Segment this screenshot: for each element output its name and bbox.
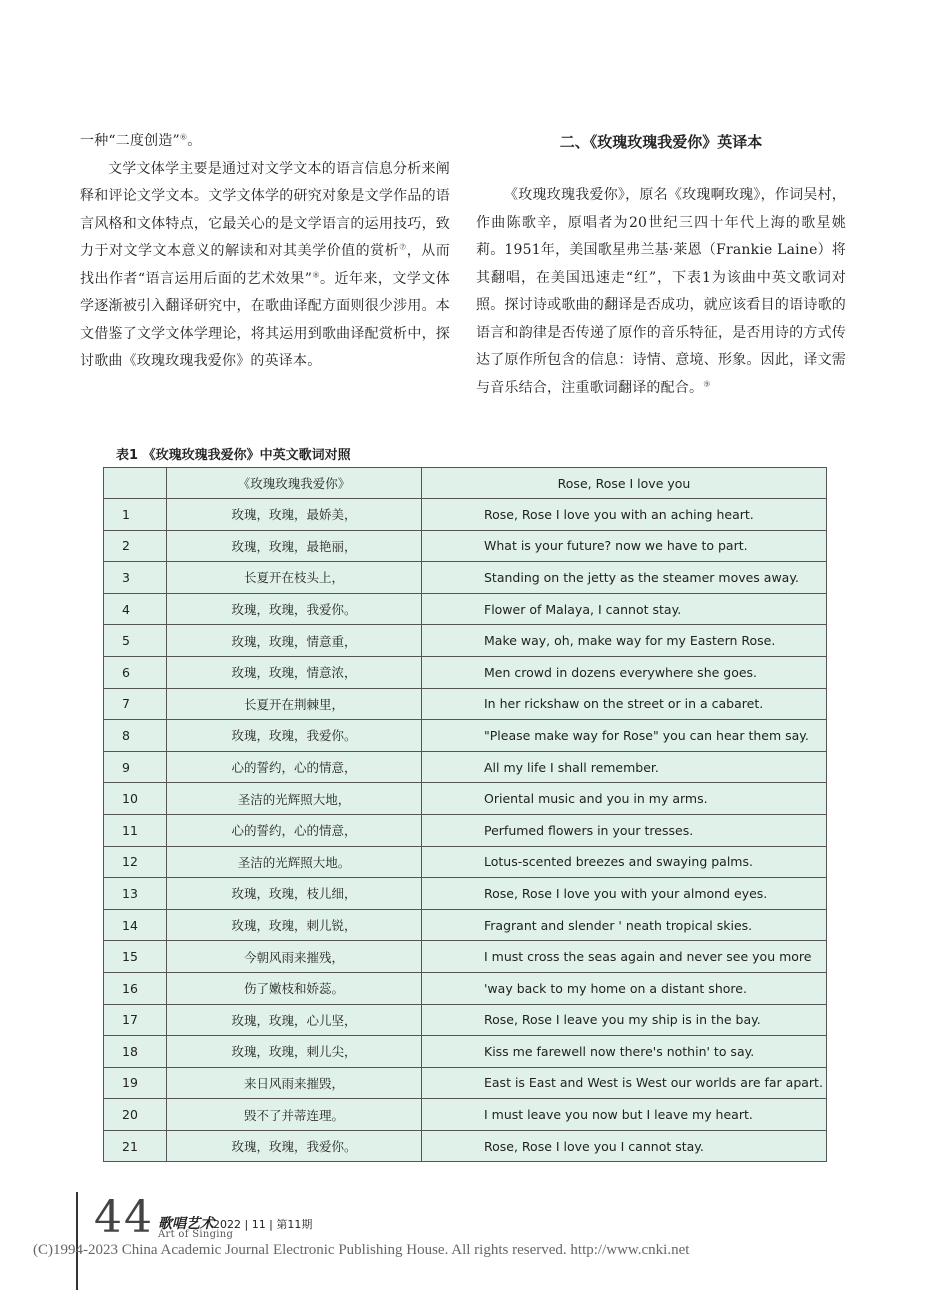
row-number: 21 [104,1130,167,1162]
row-number: 6 [104,656,167,688]
journal-name-en: Art of Singing [158,1229,234,1240]
chinese-lyric: 玫瑰，玫瑰，最娇美， [167,499,422,531]
row-number: 18 [104,1036,167,1068]
chinese-lyric: 玫瑰，玫瑰，刺儿锐， [167,909,422,941]
english-lyric: Rose, Rose I love you I cannot stay. [422,1130,827,1162]
row-number: 8 [104,720,167,752]
lyrics-table [103,467,827,1162]
copyright-line: (C)1994-2023 China Academic Journal Electronic Publishing House. All rights reserved. http://www.cnki.net [33,1242,690,1258]
english-lyric: Rose, Rose I love you with an aching heart. [422,499,827,531]
footnote-ref: ⑦ [399,242,407,252]
chinese-lyric: 玫瑰，玫瑰，我爱你。 [167,593,422,625]
section-heading: 二、《玫瑰玫瑰我爱你》英译本 [559,133,763,151]
left-paragraph-1: 一种“二度创造”⑥。 [80,132,202,149]
footnote-ref: ⑥ [179,132,188,142]
chinese-lyric: 毁不了并蒂连理。 [167,1099,422,1131]
row-number: 17 [104,1004,167,1036]
table-row [104,1004,827,1036]
footnote-ref: ⑧ [312,269,321,279]
footer-divider [76,1192,78,1290]
row-number: 10 [104,783,167,815]
english-lyric: Men crowd in dozens everywhere she goes. [422,656,827,688]
journal-name-cn: 歌唱艺术 [158,1216,214,1232]
table-row [104,1099,827,1131]
lyrics-table-body [104,499,827,1162]
row-number: 11 [104,814,167,846]
table-row [104,814,827,846]
left-paragraph-2: 文学文体学主要是通过对文学文本的语言信息分析来阐释和评论文学文本。文学文体学的研究对象是文学作品的语言风格和文体特点，它最关心的是文学语言的运用技巧，致力于对文学文本意义的解读和对其美学价值的赏析⑦，从而找出作者“语言运用后面的艺术效果”⑧。近年来，文学文体学逐渐被引入翻译研究中，在歌曲译配方面则很少涉用。本文借鉴了文学文体学理论，将其运用到歌曲译配赏析中，探讨歌曲《玫瑰玫瑰我爱你》的英译本。 [80,160,451,369]
english-lyric: Perfumed flowers in your tresses. [422,814,827,846]
table-row [104,783,827,815]
english-lyric: In her rickshaw on the street or in a cabaret. [422,688,827,720]
table-row [104,720,827,752]
row-number: 7 [104,688,167,720]
english-lyric: Flower of Malaya, I cannot stay. [422,593,827,625]
row-number: 5 [104,625,167,657]
row-number: 20 [104,1099,167,1131]
table-row [104,941,827,973]
table-row [104,1067,827,1099]
row-number: 2 [104,530,167,562]
chinese-lyric: 心的誓约，心的情意， [167,814,422,846]
english-lyric: I must leave you now but I leave my heart. [422,1099,827,1131]
table-row [104,688,827,720]
row-number: 12 [104,846,167,878]
table-row [104,499,827,531]
chinese-lyric: 长夏开在枝头上， [167,562,422,594]
table-row [104,878,827,910]
english-lyric: Oriental music and you in my arms. [422,783,827,815]
row-number: 1 [104,499,167,531]
chinese-lyric: 长夏开在荆棘里， [167,688,422,720]
english-lyric: Lotus-scented breezes and swaying palms. [422,846,827,878]
chinese-lyric: 玫瑰，玫瑰，情意重， [167,625,422,657]
english-lyric: 'way back to my home on a distant shore. [422,972,827,1004]
table-row [104,1130,827,1162]
chinese-lyric: 圣洁的光辉照大地， [167,783,422,815]
chinese-lyric: 心的誓约，心的情意， [167,751,422,783]
english-lyric: East is East and West is West our worlds are far apart. [422,1067,827,1099]
table-header-row [104,468,827,499]
journal-issue: 2022 | 11 | 第11期 [213,1218,313,1231]
left-column [80,128,450,376]
table-row [104,562,827,594]
english-lyric: Rose, Rose I leave you my ship is in the bay. [422,1004,827,1036]
table-row [104,972,827,1004]
row-number: 3 [104,562,167,594]
header-number-cell [104,468,167,499]
row-number: 16 [104,972,167,1004]
row-number: 15 [104,941,167,973]
row-number: 14 [104,909,167,941]
chinese-lyric: 圣洁的光辉照大地。 [167,846,422,878]
chinese-lyric: 玫瑰，玫瑰，情意浓， [167,656,422,688]
table-row [104,909,827,941]
english-lyric: Fragrant and slender ' neath tropical skies. [422,909,827,941]
chinese-lyric: 玫瑰，玫瑰，心儿坚， [167,1004,422,1036]
english-lyric: Standing on the jetty as the steamer moves away. [422,562,827,594]
header-chinese-title: 《玫瑰玫瑰我爱你》 [167,468,422,499]
footnote-ref: ⑨ [703,378,711,388]
table-row [104,846,827,878]
english-lyric: What is your future? now we have to part. [422,530,827,562]
page-number: 44 [94,1192,154,1243]
row-number: 9 [104,751,167,783]
english-lyric: Make way, oh, make way for my Eastern Rose. [422,625,827,657]
table-row [104,656,827,688]
chinese-lyric: 伤了嫩枝和娇蕊。 [167,972,422,1004]
chinese-lyric: 来日风雨来摧毁， [167,1067,422,1099]
right-column [476,182,846,402]
table-row [104,1036,827,1068]
chinese-lyric: 玫瑰，玫瑰，最艳丽， [167,530,422,562]
row-number: 4 [104,593,167,625]
right-paragraph: 《玫瑰玫瑰我爱你》，原名《玫瑰啊玫瑰》，作词吴村，作曲陈歌辛，原唱者为20世纪三四十年代上海的歌星姚莉。1951年，美国歌星弗兰基·莱恩（Frankie Laine）将其翻唱，在美国迅速走“红”，下表1为该曲中英文歌词对照。探讨诗或歌曲的翻译是否成功，就应该看目的语诗歌的语言和韵律是否传递了原作的音乐特征，是否用诗的方式传达了原作所包含的信息：诗情、意境、形象。因此，译文需与音乐结合，注重歌词翻译的配合。⑨ [476,187,846,396]
english-lyric: Rose, Rose I love you with your almond eyes. [422,878,827,910]
chinese-lyric: 玫瑰，玫瑰，枝儿细， [167,878,422,910]
table-caption: 表1 《玫瑰玫瑰我爱你》中英文歌词对照 [116,448,351,463]
row-number: 13 [104,878,167,910]
chinese-lyric: 今朝风雨来摧残， [167,941,422,973]
english-lyric: Kiss me farewell now there's nothin' to say. [422,1036,827,1068]
header-english-title: Rose, Rose I love you [422,468,827,499]
row-number: 19 [104,1067,167,1099]
chinese-lyric: 玫瑰，玫瑰，刺儿尖， [167,1036,422,1068]
table-row [104,751,827,783]
table-row [104,625,827,657]
table-row [104,530,827,562]
english-lyric: "Please make way for Rose" you can hear them say. [422,720,827,752]
chinese-lyric: 玫瑰，玫瑰，我爱你。 [167,720,422,752]
table-row [104,593,827,625]
english-lyric: I must cross the seas again and never see you more [422,941,827,973]
english-lyric: All my life I shall remember. [422,751,827,783]
chinese-lyric: 玫瑰，玫瑰，我爱你。 [167,1130,422,1162]
